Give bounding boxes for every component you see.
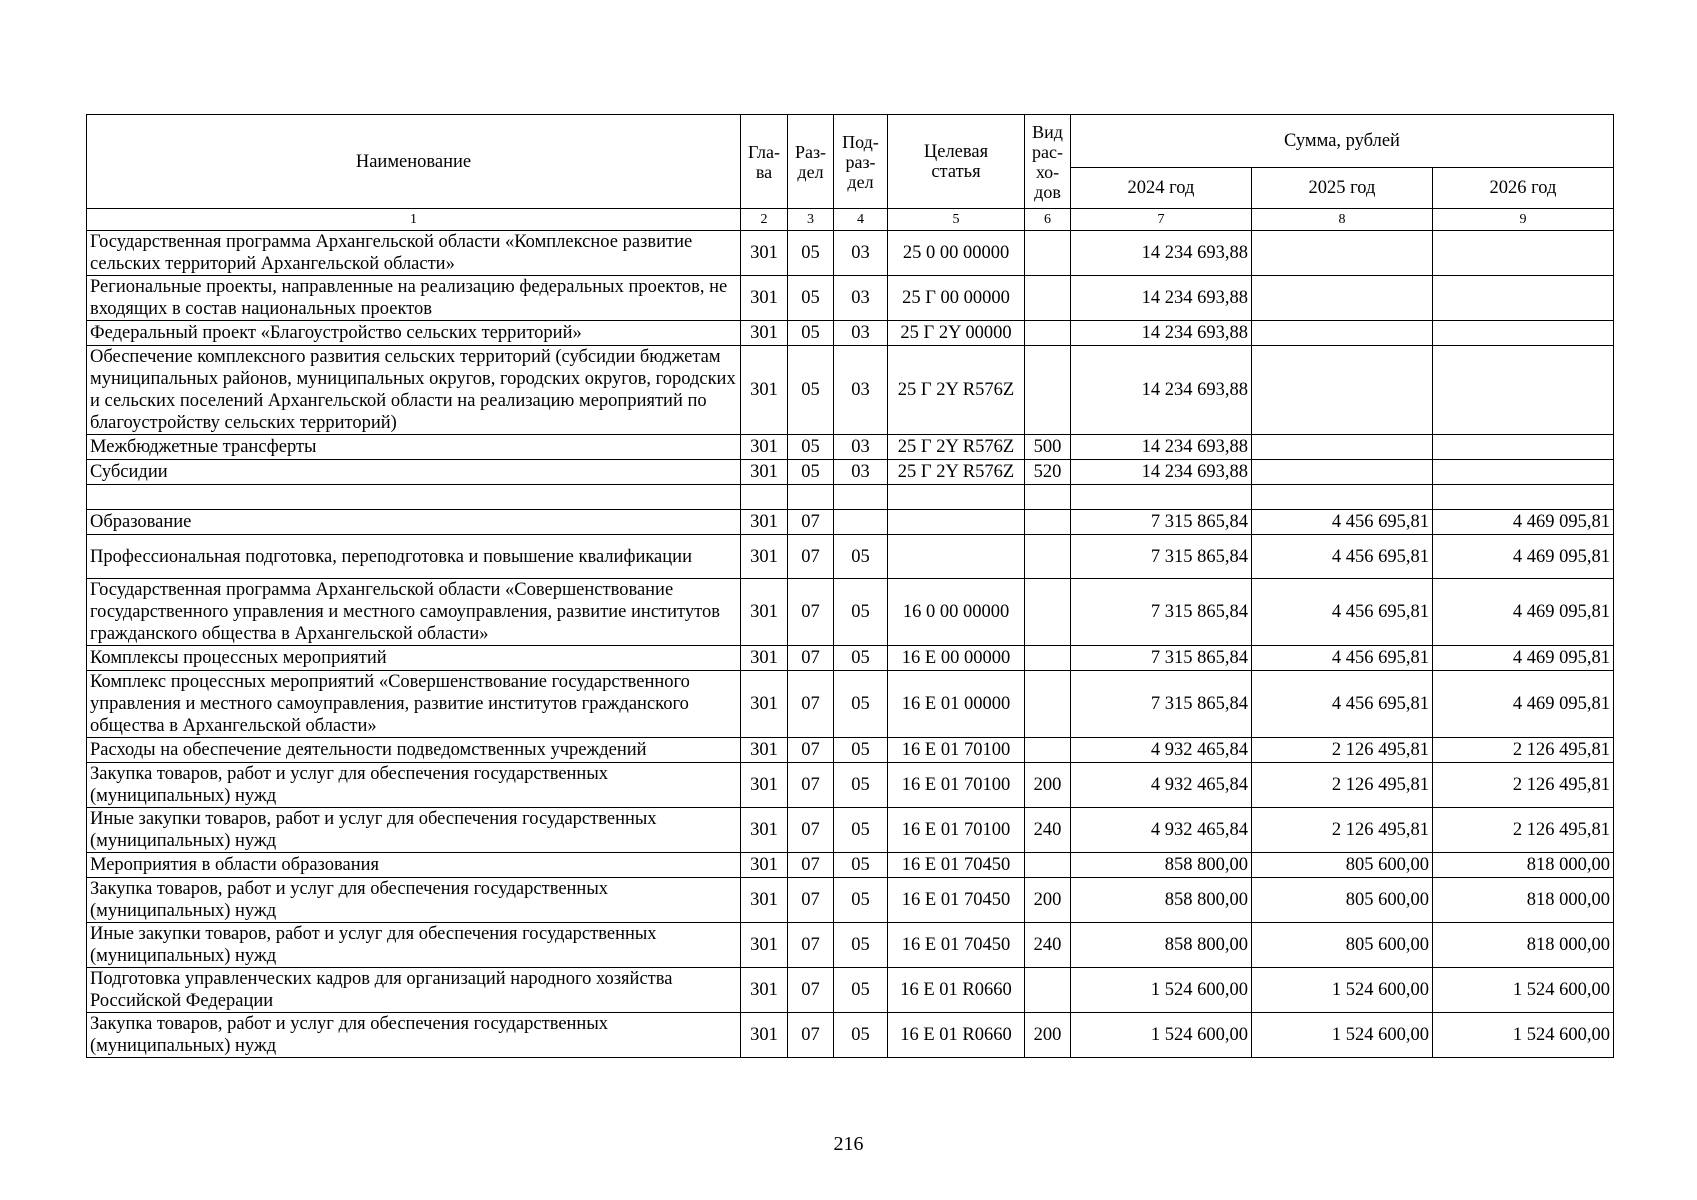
row-amount-2026: 4 469 095,81 xyxy=(1433,646,1614,671)
header-subsection: Под- раз- дел xyxy=(834,115,888,209)
row-amount-2024: 7 315 865,84 xyxy=(1071,579,1252,646)
row-amount-2026 xyxy=(1433,231,1614,276)
row-section: 07 xyxy=(788,579,834,646)
row-chapter: 301 xyxy=(741,321,788,346)
row-target-article: 16 Е 01 70100 xyxy=(888,763,1025,808)
row-name: Закупка товаров, работ и услуг для обеспечения государственных (муниципальных) нужд xyxy=(87,878,741,923)
row-name: Региональные проекты, направленные на реализацию федеральных проектов, не входящих в состав национальных проектов xyxy=(87,276,741,321)
row-amount-2024: 858 800,00 xyxy=(1071,878,1252,923)
row-amount-2026 xyxy=(1433,460,1614,485)
table-row xyxy=(87,535,1614,579)
row-amount-2026: 2 126 495,81 xyxy=(1433,808,1614,853)
row-section: 05 xyxy=(788,231,834,276)
row-expense-type: 200 xyxy=(1025,878,1071,923)
row-name xyxy=(87,485,741,510)
row-section: 07 xyxy=(788,738,834,763)
row-amount-2024: 858 800,00 xyxy=(1071,923,1252,968)
row-amount-2024: 14 234 693,88 xyxy=(1071,321,1252,346)
row-subsection: 05 xyxy=(834,646,888,671)
row-chapter: 301 xyxy=(741,738,788,763)
row-subsection: 03 xyxy=(834,321,888,346)
row-subsection xyxy=(834,510,888,535)
column-number-row xyxy=(87,209,1614,231)
row-target-article: 16 Е 01 R0660 xyxy=(888,968,1025,1013)
row-target-article: 25 Г 2Y R576Z xyxy=(888,346,1025,435)
row-amount-2026: 2 126 495,81 xyxy=(1433,763,1614,808)
column-number: 1 xyxy=(87,209,741,231)
row-section: 07 xyxy=(788,923,834,968)
row-amount-2025: 805 600,00 xyxy=(1252,853,1433,878)
row-amount-2026: 4 469 095,81 xyxy=(1433,535,1614,579)
header-year-2025: 2025 год xyxy=(1252,168,1433,209)
row-expense-type xyxy=(1025,853,1071,878)
table-row xyxy=(87,276,1614,321)
column-number: 9 xyxy=(1433,209,1614,231)
table-row xyxy=(87,510,1614,535)
row-amount-2025 xyxy=(1252,276,1433,321)
row-expense-type: 240 xyxy=(1025,923,1071,968)
row-target-article: 16 Е 00 00000 xyxy=(888,646,1025,671)
table-row xyxy=(87,878,1614,923)
row-target-article: 25 Г 2Y R576Z xyxy=(888,435,1025,460)
table-row xyxy=(87,231,1614,276)
row-amount-2025: 4 456 695,81 xyxy=(1252,671,1433,738)
row-amount-2024 xyxy=(1071,485,1252,510)
header-chapter: Гла- ва xyxy=(741,115,788,209)
row-amount-2025 xyxy=(1252,485,1433,510)
column-number: 8 xyxy=(1252,209,1433,231)
row-amount-2024: 14 234 693,88 xyxy=(1071,435,1252,460)
header-expense-type: Вид рас- хо- дов xyxy=(1025,115,1071,209)
row-chapter: 301 xyxy=(741,808,788,853)
table-row xyxy=(87,738,1614,763)
row-expense-type xyxy=(1025,646,1071,671)
row-name: Федеральный проект «Благоустройство сельских территорий» xyxy=(87,321,741,346)
row-name: Иные закупки товаров, работ и услуг для обеспечения государственных (муниципальных) нужд xyxy=(87,923,741,968)
budget-table xyxy=(86,114,1614,1058)
row-name: Иные закупки товаров, работ и услуг для обеспечения государственных (муниципальных) нужд xyxy=(87,808,741,853)
row-name: Расходы на обеспечение деятельности подведомственных учреждений xyxy=(87,738,741,763)
row-section: 05 xyxy=(788,346,834,435)
header-year-2026: 2026 год xyxy=(1433,168,1614,209)
table-row xyxy=(87,671,1614,738)
header-year-2024: 2024 год xyxy=(1071,168,1252,209)
row-section: 07 xyxy=(788,1013,834,1058)
row-expense-type: 500 xyxy=(1025,435,1071,460)
header-target-article: Целевая статья xyxy=(888,115,1025,209)
row-subsection: 03 xyxy=(834,435,888,460)
row-expense-type xyxy=(1025,535,1071,579)
row-chapter: 301 xyxy=(741,763,788,808)
column-number: 5 xyxy=(888,209,1025,231)
table-row xyxy=(87,646,1614,671)
header-sum-title: Сумма, рублей xyxy=(1071,115,1614,168)
row-amount-2025: 1 524 600,00 xyxy=(1252,968,1433,1013)
row-chapter: 301 xyxy=(741,968,788,1013)
column-number: 3 xyxy=(788,209,834,231)
row-chapter: 301 xyxy=(741,671,788,738)
column-number: 4 xyxy=(834,209,888,231)
row-amount-2025 xyxy=(1252,460,1433,485)
row-name: Комплекс процессных мероприятий «Совершенствование государственного управления и местного самоуправления, развитие институтов гражданского общества в Архангельской области» xyxy=(87,671,741,738)
row-name: Обеспечение комплексного развития сельских территорий (субсидии бюджетам муниципальных районов, муниципальных округов, городских округов, городских и сельских поселений Архангельской области на реализацию мероприятий по благоустройству сельских территорий) xyxy=(87,346,741,435)
row-amount-2026: 818 000,00 xyxy=(1433,923,1614,968)
row-target-article xyxy=(888,485,1025,510)
row-section xyxy=(788,485,834,510)
row-subsection: 05 xyxy=(834,535,888,579)
row-expense-type xyxy=(1025,346,1071,435)
table-body xyxy=(87,231,1614,1058)
table-row xyxy=(87,968,1614,1013)
row-name: Профессиональная подготовка, переподготовка и повышение квалификации xyxy=(87,535,741,579)
row-amount-2024: 14 234 693,88 xyxy=(1071,346,1252,435)
row-target-article: 25 Г 2Y R576Z xyxy=(888,460,1025,485)
row-amount-2024: 14 234 693,88 xyxy=(1071,231,1252,276)
row-chapter xyxy=(741,485,788,510)
table-row xyxy=(87,853,1614,878)
row-expense-type: 520 xyxy=(1025,460,1071,485)
row-subsection: 03 xyxy=(834,460,888,485)
row-amount-2024: 14 234 693,88 xyxy=(1071,460,1252,485)
row-chapter: 301 xyxy=(741,646,788,671)
row-target-article: 25 Г 2Y 00000 xyxy=(888,321,1025,346)
header-name: Наименование xyxy=(87,115,741,209)
row-chapter: 301 xyxy=(741,923,788,968)
row-amount-2026 xyxy=(1433,485,1614,510)
row-target-article: 16 Е 01 R0660 xyxy=(888,1013,1025,1058)
row-section: 07 xyxy=(788,808,834,853)
row-chapter: 301 xyxy=(741,579,788,646)
row-amount-2026: 1 524 600,00 xyxy=(1433,1013,1614,1058)
row-target-article: 25 Г 00 00000 xyxy=(888,276,1025,321)
row-amount-2026: 2 126 495,81 xyxy=(1433,738,1614,763)
row-section: 07 xyxy=(788,646,834,671)
row-subsection: 05 xyxy=(834,671,888,738)
row-chapter: 301 xyxy=(741,853,788,878)
row-expense-type xyxy=(1025,231,1071,276)
row-expense-type xyxy=(1025,738,1071,763)
row-expense-type: 240 xyxy=(1025,808,1071,853)
row-chapter: 301 xyxy=(741,231,788,276)
row-section: 07 xyxy=(788,853,834,878)
row-amount-2024: 7 315 865,84 xyxy=(1071,646,1252,671)
row-target-article: 16 Е 01 70450 xyxy=(888,923,1025,968)
row-name: Закупка товаров, работ и услуг для обеспечения государственных (муниципальных) нужд xyxy=(87,763,741,808)
row-target-article xyxy=(888,510,1025,535)
row-subsection: 05 xyxy=(834,968,888,1013)
row-amount-2024: 858 800,00 xyxy=(1071,853,1252,878)
row-amount-2026: 4 469 095,81 xyxy=(1433,510,1614,535)
row-subsection: 05 xyxy=(834,923,888,968)
row-amount-2025: 2 126 495,81 xyxy=(1252,738,1433,763)
row-name: Мероприятия в области образования xyxy=(87,853,741,878)
row-name: Закупка товаров, работ и услуг для обеспечения государственных (муниципальных) нужд xyxy=(87,1013,741,1058)
row-section: 07 xyxy=(788,510,834,535)
row-expense-type xyxy=(1025,485,1071,510)
row-name: Государственная программа Архангельской области «Совершенствование государственного управления и местного самоуправления, развитие институтов гражданского общества в Архангельской области» xyxy=(87,579,741,646)
row-amount-2024: 7 315 865,84 xyxy=(1071,535,1252,579)
row-section: 07 xyxy=(788,878,834,923)
table-row xyxy=(87,923,1614,968)
row-section: 07 xyxy=(788,535,834,579)
row-amount-2025: 805 600,00 xyxy=(1252,878,1433,923)
row-chapter: 301 xyxy=(741,535,788,579)
row-chapter: 301 xyxy=(741,1013,788,1058)
row-amount-2024: 4 932 465,84 xyxy=(1071,808,1252,853)
table-row xyxy=(87,346,1614,435)
row-amount-2026 xyxy=(1433,346,1614,435)
row-chapter: 301 xyxy=(741,346,788,435)
table-row xyxy=(87,321,1614,346)
row-amount-2025: 4 456 695,81 xyxy=(1252,510,1433,535)
row-amount-2026 xyxy=(1433,321,1614,346)
row-amount-2025: 805 600,00 xyxy=(1252,923,1433,968)
row-name: Государственная программа Архангельской области «Комплексное развитие сельских территорий Архангельской области» xyxy=(87,231,741,276)
row-amount-2024: 14 234 693,88 xyxy=(1071,276,1252,321)
row-amount-2026: 4 469 095,81 xyxy=(1433,671,1614,738)
row-amount-2025: 1 524 600,00 xyxy=(1252,1013,1433,1058)
row-amount-2025: 2 126 495,81 xyxy=(1252,808,1433,853)
row-subsection: 05 xyxy=(834,763,888,808)
table-row xyxy=(87,763,1614,808)
row-target-article: 16 0 00 00000 xyxy=(888,579,1025,646)
row-amount-2025 xyxy=(1252,435,1433,460)
row-amount-2025: 4 456 695,81 xyxy=(1252,535,1433,579)
row-amount-2025: 2 126 495,81 xyxy=(1252,763,1433,808)
row-subsection: 05 xyxy=(834,738,888,763)
row-expense-type xyxy=(1025,510,1071,535)
row-chapter: 301 xyxy=(741,510,788,535)
row-amount-2026: 4 469 095,81 xyxy=(1433,579,1614,646)
row-section: 07 xyxy=(788,763,834,808)
row-subsection xyxy=(834,485,888,510)
table-row xyxy=(87,435,1614,460)
row-amount-2024: 1 524 600,00 xyxy=(1071,968,1252,1013)
row-amount-2025 xyxy=(1252,231,1433,276)
row-subsection: 03 xyxy=(834,231,888,276)
row-chapter: 301 xyxy=(741,435,788,460)
row-expense-type: 200 xyxy=(1025,1013,1071,1058)
row-expense-type xyxy=(1025,321,1071,346)
row-chapter: 301 xyxy=(741,878,788,923)
row-expense-type xyxy=(1025,276,1071,321)
row-name: Комплексы процессных мероприятий xyxy=(87,646,741,671)
row-amount-2025: 4 456 695,81 xyxy=(1252,579,1433,646)
row-expense-type: 200 xyxy=(1025,763,1071,808)
row-chapter: 301 xyxy=(741,276,788,321)
row-name: Субсидии xyxy=(87,460,741,485)
row-target-article: 16 Е 01 70450 xyxy=(888,878,1025,923)
row-section: 05 xyxy=(788,276,834,321)
row-target-article: 16 Е 01 70450 xyxy=(888,853,1025,878)
row-expense-type xyxy=(1025,671,1071,738)
row-section: 07 xyxy=(788,671,834,738)
row-name: Подготовка управленческих кадров для организаций народного хозяйства Российской Федерации xyxy=(87,968,741,1013)
column-number: 6 xyxy=(1025,209,1071,231)
page-number: 216 xyxy=(833,1133,864,1155)
row-name: Образование xyxy=(87,510,741,535)
row-amount-2026: 1 524 600,00 xyxy=(1433,968,1614,1013)
column-number: 7 xyxy=(1071,209,1252,231)
row-target-article: 16 Е 01 00000 xyxy=(888,671,1025,738)
row-target-article: 16 Е 01 70100 xyxy=(888,808,1025,853)
row-amount-2025 xyxy=(1252,346,1433,435)
row-section: 05 xyxy=(788,460,834,485)
row-name: Межбюджетные трансферты xyxy=(87,435,741,460)
row-chapter: 301 xyxy=(741,460,788,485)
row-target-article: 16 Е 01 70100 xyxy=(888,738,1025,763)
row-subsection: 05 xyxy=(834,808,888,853)
row-subsection: 05 xyxy=(834,1013,888,1058)
row-target-article xyxy=(888,535,1025,579)
table-row xyxy=(87,485,1614,510)
column-number: 2 xyxy=(741,209,788,231)
header-section: Раз- дел xyxy=(788,115,834,209)
row-amount-2025 xyxy=(1252,321,1433,346)
row-subsection: 05 xyxy=(834,579,888,646)
row-amount-2026: 818 000,00 xyxy=(1433,853,1614,878)
row-amount-2024: 7 315 865,84 xyxy=(1071,510,1252,535)
table-row xyxy=(87,579,1614,646)
row-amount-2025: 4 456 695,81 xyxy=(1252,646,1433,671)
row-section: 07 xyxy=(788,968,834,1013)
row-amount-2026: 818 000,00 xyxy=(1433,878,1614,923)
row-section: 05 xyxy=(788,321,834,346)
row-amount-2024: 1 524 600,00 xyxy=(1071,1013,1252,1058)
table-row xyxy=(87,1013,1614,1058)
row-subsection: 03 xyxy=(834,276,888,321)
row-amount-2024: 4 932 465,84 xyxy=(1071,738,1252,763)
row-amount-2024: 7 315 865,84 xyxy=(1071,671,1252,738)
row-amount-2026 xyxy=(1433,276,1614,321)
row-expense-type xyxy=(1025,579,1071,646)
row-subsection: 05 xyxy=(834,878,888,923)
row-section: 05 xyxy=(788,435,834,460)
row-target-article: 25 0 00 00000 xyxy=(888,231,1025,276)
row-amount-2024: 4 932 465,84 xyxy=(1071,763,1252,808)
row-expense-type xyxy=(1025,968,1071,1013)
row-amount-2026 xyxy=(1433,435,1614,460)
row-subsection: 03 xyxy=(834,346,888,435)
table-row xyxy=(87,808,1614,853)
table-row xyxy=(87,460,1614,485)
row-subsection: 05 xyxy=(834,853,888,878)
